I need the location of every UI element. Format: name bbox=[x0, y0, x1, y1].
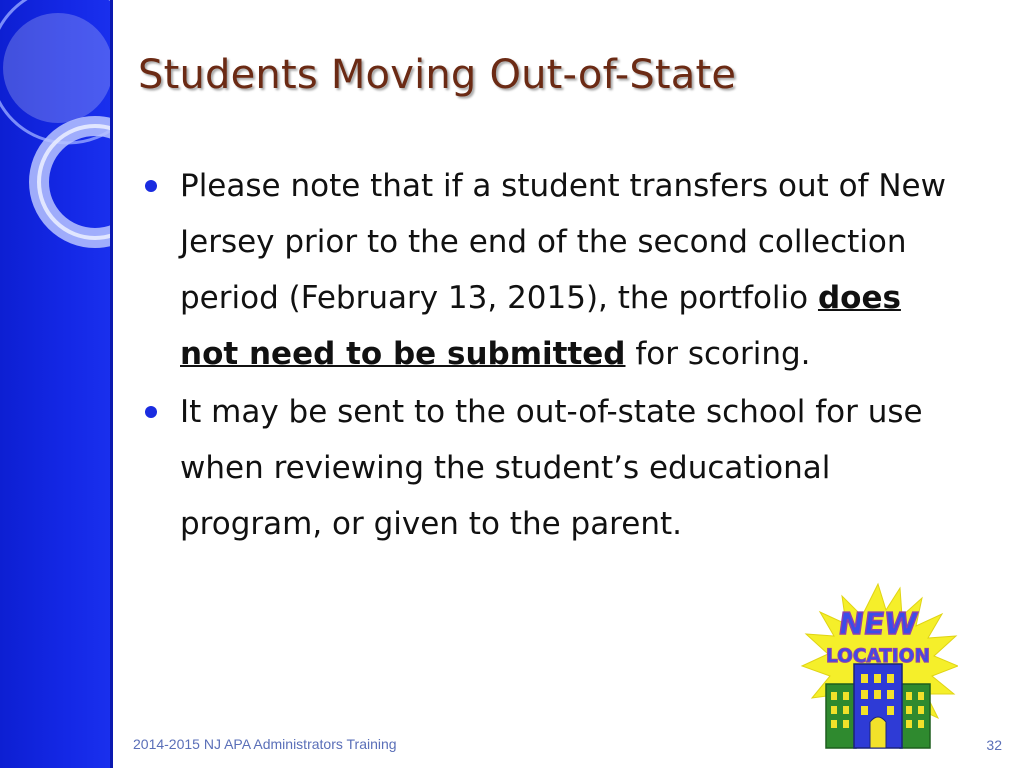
building-door bbox=[870, 717, 886, 748]
bullet-1-text: Please note that if a student transfers out of New Jersey prior to the end of the second collection period (February 13, 2015), the portfolio bbox=[180, 168, 946, 316]
building-left bbox=[826, 684, 856, 748]
bullet-2-text: It may be sent to the out-of-state school for use when reviewing the student’s educational program, or given to the parent. bbox=[180, 394, 923, 542]
footer-text: 2014-2015 NJ APA Administrators Training bbox=[133, 736, 397, 752]
side-panel-edge bbox=[110, 0, 113, 768]
bullet-1-emphasis: does not need to be submitted bbox=[180, 280, 901, 372]
clipart-word-new: NEW bbox=[836, 607, 920, 642]
new-location-building-icon bbox=[798, 582, 958, 750]
bullet-item-1 bbox=[180, 158, 950, 382]
bullet-item-2 bbox=[180, 384, 950, 552]
side-panel bbox=[0, 0, 113, 768]
bullet-list bbox=[180, 158, 950, 554]
clipart-word-location: LOCATION bbox=[826, 645, 930, 667]
bullet-icon bbox=[145, 180, 157, 192]
bullet-1-text-end: for scoring. bbox=[625, 336, 811, 372]
slide-title: Students Moving Out-of-State bbox=[138, 52, 737, 98]
page-number: 32 bbox=[986, 737, 1002, 753]
bullet-icon bbox=[145, 406, 157, 418]
building-right bbox=[900, 684, 930, 748]
decorative-circles bbox=[0, 0, 113, 330]
